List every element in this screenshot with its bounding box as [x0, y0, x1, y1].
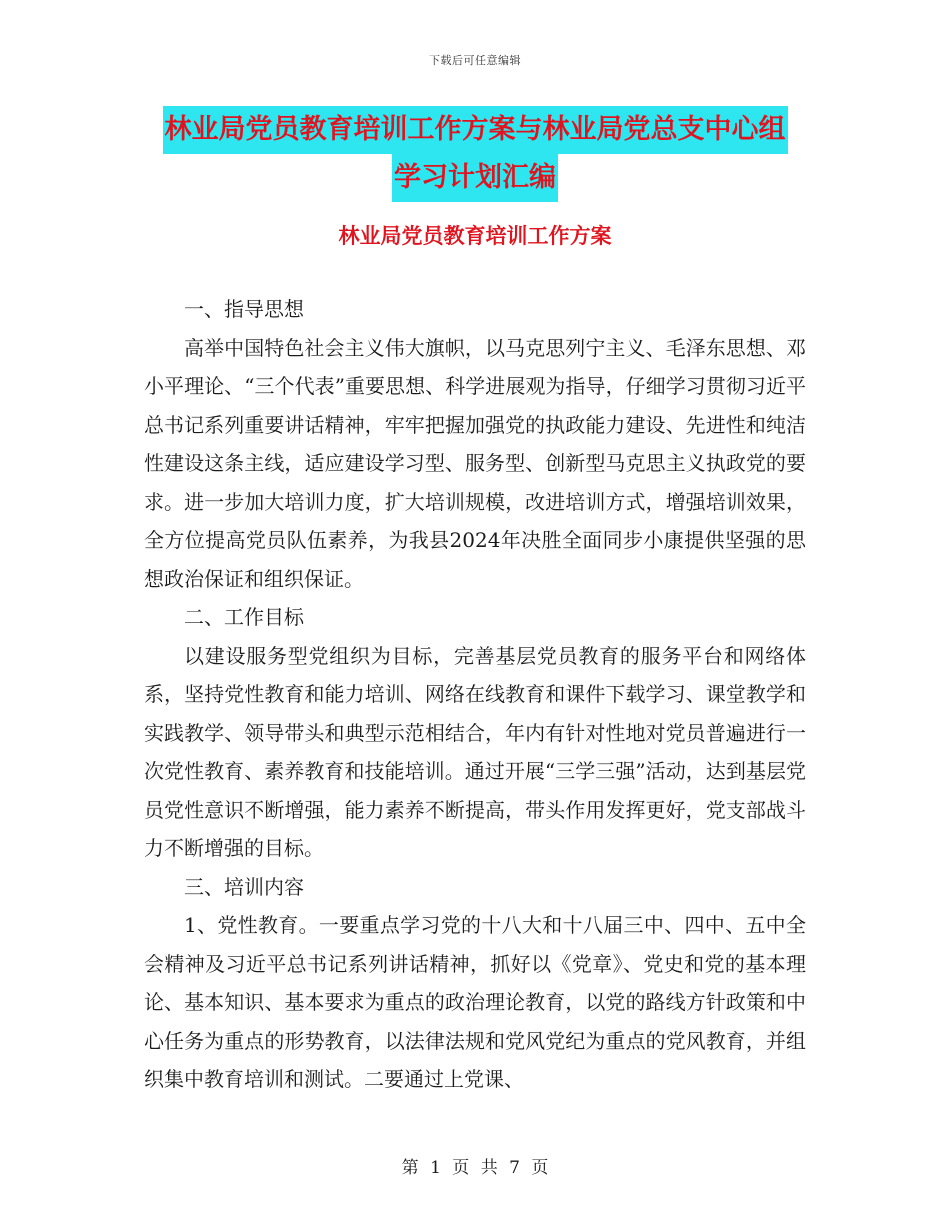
- heading-work-goals: 二、工作目标: [184, 605, 304, 629]
- section-title: 林业局党员教育培训工作方案: [338, 223, 612, 248]
- page-number: 第 1 页 共 7 页: [401, 1158, 549, 1178]
- paragraph-party-spirit-education: 1、党性教育。一要重点学习党的十八大和十八届三中、四中、五中全会精神及习近平总书记系列讲话精神，抓好以《党章》、党史和党的基本理论、基本知识、基本要求为重点的政治理论教育，以党的路线方针政策和中心任务为重点的形势教育，以法律法规和党风党纪为重点的党风教育，并组织集中教育培训和测试。二要通过上党课、: [144, 913, 806, 1091]
- page-header-note: 下载后可任意编辑: [429, 54, 521, 67]
- heading-guiding-ideology: 一、指导思想: [184, 297, 304, 321]
- paragraph-work-goals: 以建设服务型党组织为目标，完善基层党员教育的服务平台和网络体系，坚持党性教育和能力培训、网络在线教育和课件下载学习、课堂教学和实践教学、领导带头和典型示范相结合，年内有针对性地对党员普遍进行一次党性教育、素养教育和技能培训。通过开展“三学三强”活动，达到基层党员党性意识不断增强，能力素养不断提高，带头作用发挥更好，党支部战斗力不断增强的目标。: [144, 643, 806, 860]
- document-title-line-2: 学习计划汇编: [392, 154, 558, 202]
- document-body: [144, 290, 806, 1099]
- heading-training-content: 三、培训内容: [184, 874, 304, 899]
- paragraph-guiding-ideology: 高举中国特色社会主义伟大旗帜，以马克思列宁主义、毛泽东思想、邓小平理论、“三个代表”重要思想、科学进展观为指导，仔细学习贯彻习近平总书记系列重要讲话精神，牢牢把握加强党的执政能力建设、先进性和纯洁性建设这条主线，适应建设学习型、服务型、创新型马克思主义执政党的要求。进一步加大培训力度，扩大培训规模，改进培训方式，增强培训效果，全方位提高党员队伍素养，为我县2024年决胜全面同步小康提供坚强的思想政治保证和组织保证。: [144, 335, 806, 591]
- document-title-line-1: 林业局党员教育培训工作方案与林业局党总支中心组: [163, 106, 788, 154]
- document-title: [0, 106, 950, 202]
